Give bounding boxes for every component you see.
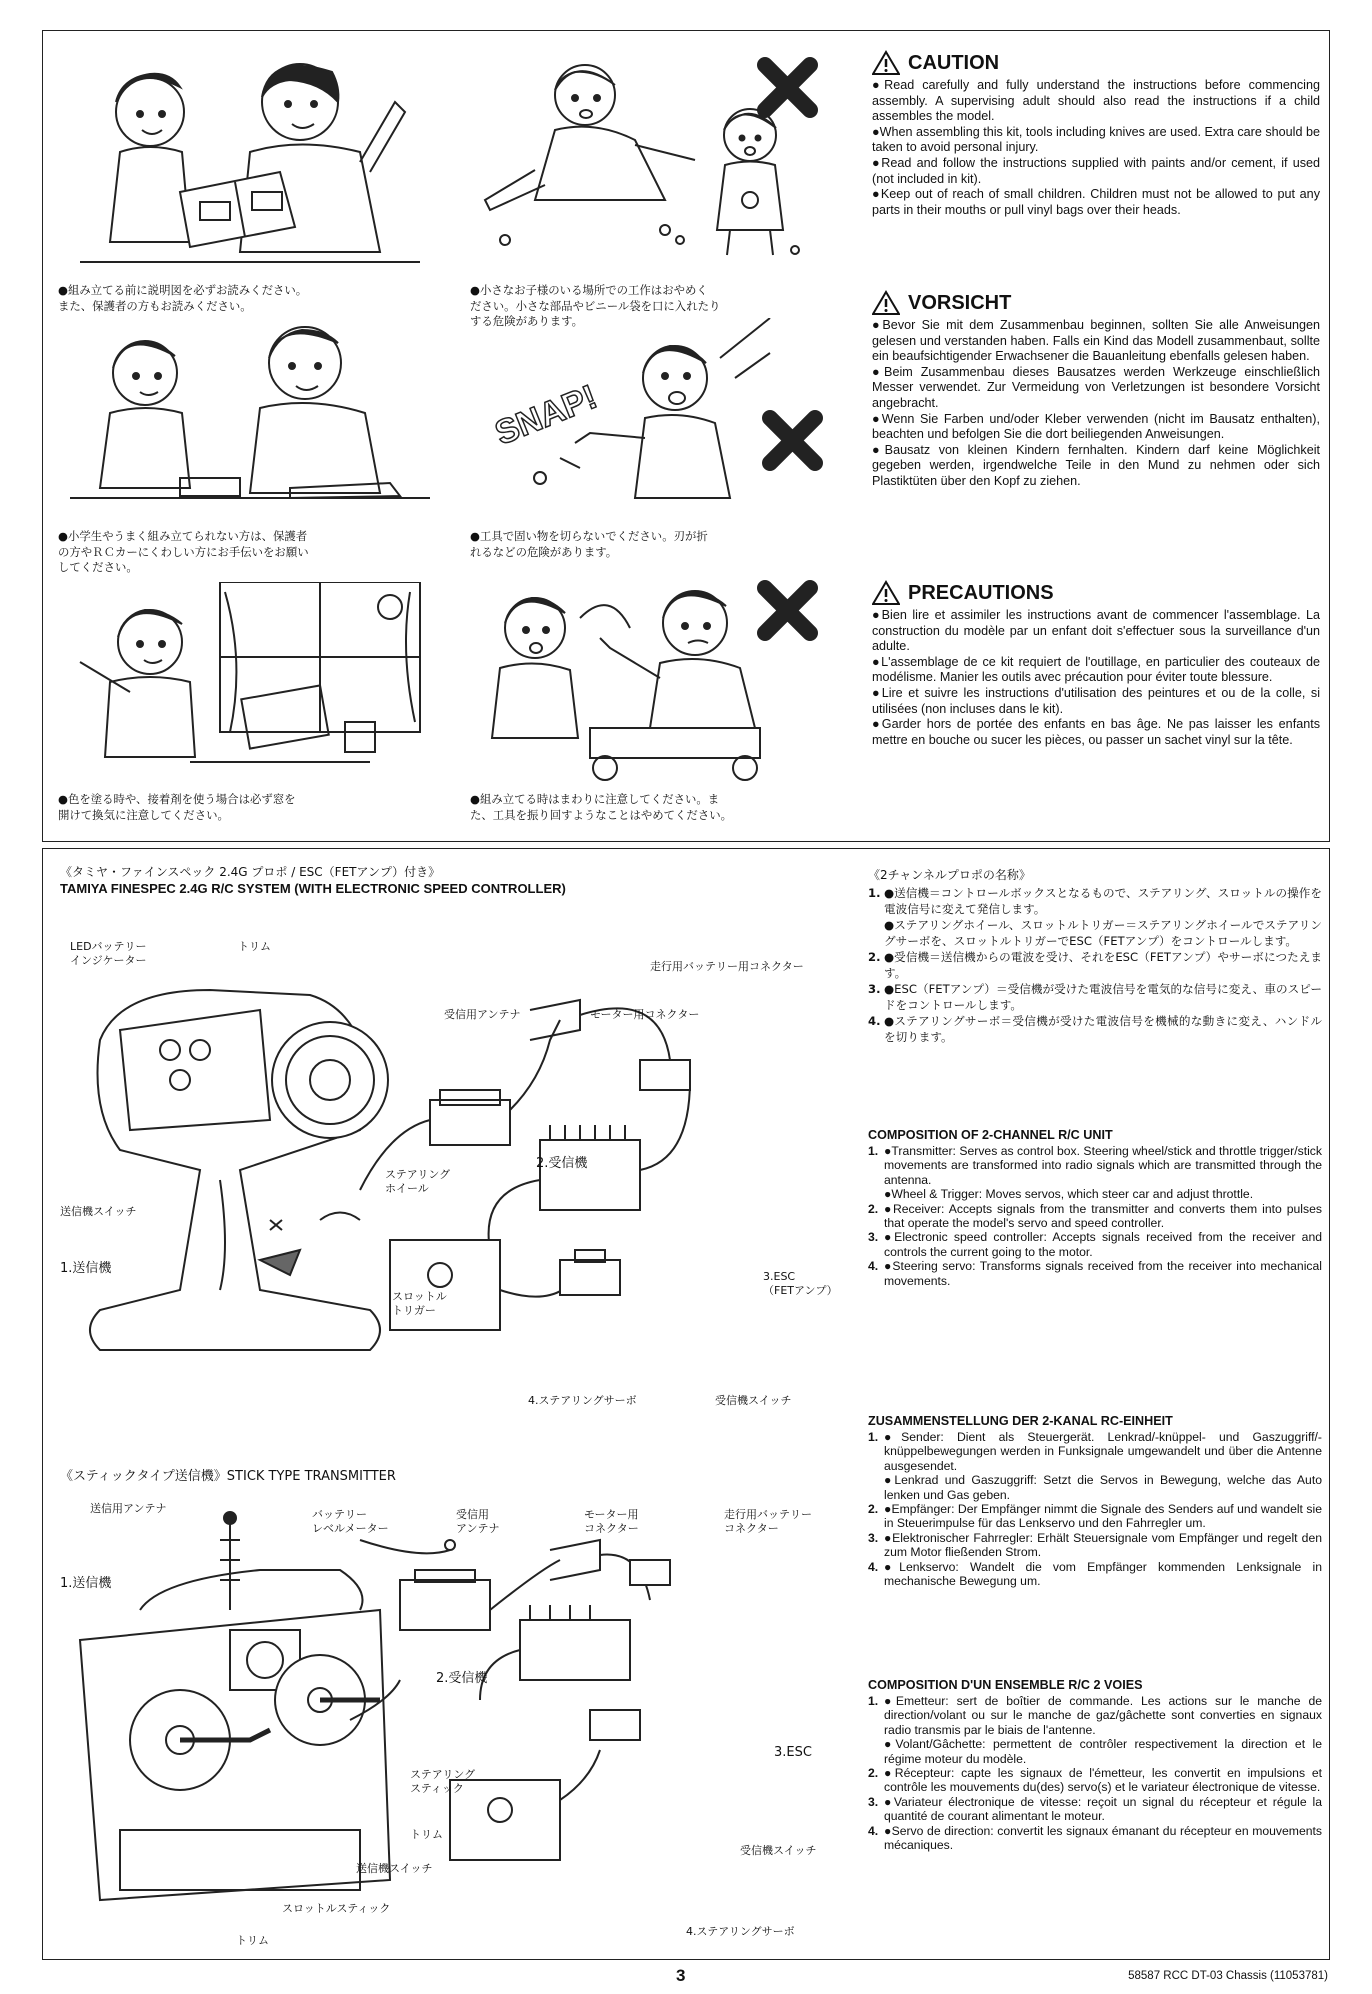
jp-names-section [868, 866, 1322, 1045]
caption-text: ●小さなお子様のいる場所での工作はおやめく ださい。小さな部品やビニール袋を口に入れたり する危険があります。 [470, 283, 721, 328]
list-item [868, 981, 1322, 1013]
illustration-ventilation [70, 582, 430, 782]
caption-text: ●組み立てる前に説明図を必ずお読みください。 また、保護者の方もお読みください。 [58, 283, 308, 313]
safety-caption-5 [58, 792, 438, 823]
safety-caption-1 [58, 283, 438, 314]
list-item [868, 1766, 1322, 1795]
item-number: 4. [868, 1559, 879, 1574]
list-item [868, 1795, 1322, 1824]
en-composition-section [868, 1128, 1322, 1288]
label-battery-level-meter: バッテリー レベルメーター [312, 1508, 389, 1535]
label-steering-wheel: ステアリング ホイール [385, 1168, 451, 1195]
caution-item: ●Read and follow the instructions supplied with paints and/or cement, if used (not included in kit). [872, 155, 1320, 186]
label-trim-1: トリム [410, 1828, 443, 1841]
item-text: ●ステアリングホイール、スロットルトリガー＝ステアリングホイールでステアリングサーボを、スロットルトリガーでESC（FETアンプ）をコントロールします。 [884, 918, 1322, 948]
item-number: 4. [868, 1259, 879, 1274]
label-drive-battery-connector: 走行用バッテリー用コネクター [650, 960, 804, 973]
label-trim: トリム [238, 940, 271, 953]
safety-caption-3 [58, 529, 438, 576]
en-composition-title: COMPOSITION OF 2-CHANNEL R/C UNIT [868, 1128, 1113, 1142]
label-receiver: 2.受信機 [536, 1156, 588, 1171]
safety-caption-6 [470, 792, 850, 823]
label-esc: 3.ESC （FETアンプ） [763, 1270, 838, 1297]
caution-item: ●Read carefully and fully understand the instructions before commencing assembly. A supervising adult should also read the instructions if a child assembles the model. [872, 78, 1320, 124]
item-number: 2. [868, 1201, 879, 1216]
list-item [868, 1259, 1322, 1288]
label-motor-connector-2: モーター用 コネクター [584, 1508, 639, 1535]
precautions-title [872, 578, 1320, 608]
label-tx-antenna: 送信用アンテナ [90, 1502, 167, 1515]
label-steering-servo-2: 4.ステアリングサーボ [686, 1925, 795, 1938]
item-text: ●Empfänger: Der Empfänger nimmt die Signale des Senders auf und wandelt sie in Steuerimpulse für das Lenkservo und den Fahrregler um. [884, 1502, 1322, 1531]
caption-text: ●小学生やうまく組み立てられない方は、保護者 の方やＲＣカーにくわしい方にお手伝いをお願い してください。 [58, 529, 309, 574]
item-number: 1. [868, 886, 881, 900]
label-transmitter-2: 1.送信機 [60, 1576, 112, 1591]
vorsicht-title [872, 288, 1320, 318]
de-composition-title: ZUSAMMENSTELLUNG DER 2-KANAL RC-EINHEIT [868, 1414, 1173, 1428]
list-item [868, 949, 1322, 981]
warning-triangle-icon [872, 50, 900, 76]
item-number: 1. [868, 1144, 879, 1158]
list-item [868, 1824, 1322, 1853]
vorsicht-block [872, 288, 1320, 490]
caution-title-text: CAUTION [908, 51, 1000, 74]
stick-system-diagram [60, 1500, 860, 1950]
illustration-swinging-tools [470, 578, 845, 783]
caution-title [872, 48, 1320, 78]
footer-code: 58587 RCC DT-03 Chassis (11053781) [1128, 1970, 1328, 1982]
list-item [868, 1531, 1322, 1560]
list-item [868, 1202, 1322, 1231]
stick-heading: 《スティックタイプ送信機》STICK TYPE TRANSMITTER [60, 1469, 396, 1484]
list-item [868, 917, 1322, 949]
caption-text: ●色を塗る時や、接着剤を使う場合は必ず窓を 開けて換気に注意してください。 [58, 792, 296, 822]
pistol-system-diagram [60, 930, 860, 1400]
precautions-item: ●Bien lire et assimiler les instructions avant de commencer l'assemblage. La construction du modèle par un enfant doit s'effectuer sous la surveillance d'un adulte. [872, 608, 1320, 654]
item-number: 4. [868, 1014, 881, 1028]
fr-composition-section [868, 1678, 1322, 1852]
vorsicht-item: ●Bausatz von kleinen Kindern fernhalten. Kindern darf keine Möglichkeit gegeben werden, irgendwelche Teile in den Mund zu nehmen oder sich Plastiktüten über den Kopf zu ziehen. [872, 442, 1320, 488]
caution-block [872, 48, 1320, 218]
snap-text: SNAP! [489, 377, 603, 453]
vorsicht-item: ●Beim Zusammenbau dieses Bausatzes werden Werkzeuge einschließlich Messer verwendet. Zur Vermeidung von Verletzungen ist besondere Vorsicht angebracht. [872, 364, 1320, 410]
item-text: ●Sender: Dient als Steuergerät. Lenkrad/-knüppel- und Gaszuggriff/- knüppelbewegungen werden in Funksignale umgewandelt und über die Antenne ausgesendet. [884, 1430, 1322, 1473]
list-item [868, 1473, 1322, 1502]
precautions-item: ●L'assemblage de ce kit requiert de l'outillage, en particulier des couteaux de modélisme. Manier les outils avec précaution pour éviter toute blessure. [872, 654, 1320, 685]
illustration-small-children [465, 50, 845, 275]
label-rx-switch-2: 受信機スイッチ [740, 1844, 817, 1857]
label-trim-2: トリム [236, 1934, 269, 1947]
precautions-body [872, 608, 1320, 748]
item-text: ●ステアリングサーボ＝受信機が受けた電波信号を機械的な動きに変え、ハンドルを切ります。 [884, 1014, 1322, 1044]
item-text: ●Emetteur: sert de boîtier de commande. Les actions sur le manche de direction/volant ou sur le manche de gaz/gâchette sont converties en signaux radio transmis par le biais de l'antenne. [884, 1694, 1322, 1737]
warning-triangle-icon [872, 290, 900, 316]
precautions-item: ●Lire et suivre les instructions d'utilisation des peintures et ou de la colle, si utilisées (non incluses dans le kit). [872, 685, 1320, 716]
item-text: ●Volant/Gâchette: permettent de contrôler respectivement la direction et le régime moteur du modèle. [884, 1737, 1322, 1766]
label-receiver-2: 2.受信機 [436, 1671, 488, 1686]
illustration-read-instructions [70, 42, 430, 272]
item-number: 3. [868, 982, 881, 996]
item-text: ●Wheel & Trigger: Moves servos, which steer car and adjust throttle. [884, 1187, 1254, 1202]
precautions-title-text: PRECAUTIONS [908, 581, 1054, 604]
label-transmitter-switch: 送信機スイッチ [60, 1205, 137, 1218]
caution-body [872, 78, 1320, 218]
item-number: 2. [868, 950, 881, 964]
item-text: ●Lenkrad und Gaszuggriff: Setzt die Servos in Bewegung, welche das Auto lenken und Gas geben. [884, 1473, 1322, 1502]
label-esc-2: 3.ESC [774, 1745, 812, 1760]
de-composition-section [868, 1414, 1322, 1588]
vorsicht-title-text: VORSICHT [908, 291, 1012, 314]
item-text: ●Lenkservo: Wandelt die vom Empfänger kommenden Lenksignale in mechanische Bewegung um. [884, 1559, 1322, 1589]
label-drive-battery-connector-2: 走行用バッテリー コネクター [724, 1508, 812, 1535]
item-text: ●Transmitter: Serves as control box. Steering wheel/stick and throttle trigger/stick movements are transformed into radio signals which are transmitted through the antenna. [884, 1144, 1322, 1187]
item-number: 1. [868, 1694, 879, 1708]
item-text: ●Récepteur: capte les signaux de l'émetteur, les convertit en impulsions et contrôle les mouvements du(des) servo(s) et le variateur électronique de vitesse. [884, 1766, 1322, 1795]
precautions-block [872, 578, 1320, 748]
fr-composition-title: COMPOSITION D'UN ENSEMBLE R/C 2 VOIES [868, 1678, 1143, 1692]
list-item [868, 1694, 1322, 1737]
list-item [868, 1144, 1322, 1187]
safety-caption-4 [470, 529, 850, 560]
item-number: 1. [868, 1430, 879, 1444]
item-number: 4. [868, 1823, 879, 1838]
label-steering-servo: 4.ステアリングサーボ [528, 1394, 637, 1407]
item-number: 3. [868, 1530, 879, 1545]
item-text: ●Steering servo: Transforms signals received from the receiver into mechanical movements. [884, 1259, 1322, 1288]
item-text: ●Elektronischer Fahrregler: Erhält Steuersignale vom Empfänger und regelt den zum Motor fließenden Strom. [884, 1530, 1322, 1560]
item-number: 2. [868, 1502, 879, 1517]
list-item [868, 1430, 1322, 1473]
list-item [868, 1502, 1322, 1531]
warning-triangle-icon [872, 580, 900, 606]
vorsicht-body [872, 318, 1320, 490]
list-item [868, 1230, 1322, 1259]
label-steering-stick: ステアリング スティック [410, 1768, 476, 1795]
vorsicht-item: ●Bevor Sie mit dem Zusammenbau beginnen, sollten Sie alle Anweisungen gelesen und verstanden haben. Falls ein Kind das Modell zusammenbaut, sollte ein beaufsichtigender Erwachsener die Bauanleitung ebenfalls gelesen haben. [872, 318, 1320, 364]
list-item [868, 1187, 1322, 1201]
label-receiver-switch: 受信機スイッチ [715, 1394, 792, 1407]
label-throttle-trigger: スロットル トリガー [392, 1290, 447, 1317]
list-item [868, 1737, 1322, 1766]
item-text: ●受信機＝送信機からの電波を受け、それをESC（FETアンプ）やサーボにつたえます。 [884, 950, 1322, 980]
item-number: 3. [868, 1230, 879, 1245]
item-text: ●Electronic speed controller: Accepts signals received from the receiver and controls the current going to the motor. [884, 1230, 1322, 1259]
caption-text: ●工具で固い物を切らないでください。刃が折 れるなどの危険があります。 [470, 529, 708, 559]
precautions-item: ●Garder hors de portée des enfants en bas âge. Ne pas laisser les enfants mettre en bouche ou sucer les pièces, ou passer un sachet vinyl sur la tête. [872, 717, 1320, 747]
vorsicht-item: ●Wenn Sie Farben und/oder Kleber verwenden (nicht im Bausatz enthalten), beachten und befolgen Sie die dort beiliegenden Anweisungen. [872, 411, 1320, 442]
list-item [868, 885, 1322, 917]
item-number: 3. [868, 1794, 879, 1809]
item-text: ●Servo de direction: convertit les signaux émanant du récepteur en mouvements mécaniques. [884, 1823, 1322, 1853]
item-text: ●ESC（FETアンプ）＝受信機が受けた電波信号を電気的な信号に変え、車のスピードをコントロールします。 [884, 982, 1322, 1012]
item-text: ●送信機＝コントロールボックスとなるもので、ステアリング、スロットルの操作を電波信号に変えて発信します。 [884, 886, 1322, 916]
item-number: 2. [868, 1766, 879, 1781]
jp-names-title: 《2チャンネルプロポの名称》 [868, 868, 1031, 882]
label-transmitter: 1.送信機 [60, 1261, 112, 1276]
system-heading-jp: 《タミヤ・ファインスペック 2.4G プロポ / ESC（FETアンプ）付き》 [60, 865, 441, 879]
item-text: ●Variateur électronique de vitesse: reçoit un signal du récepteur et régule la quantité de courant alimentant le moteur. [884, 1794, 1322, 1824]
system-heading-en: TAMIYA FINESPEC 2.4G R/C SYSTEM (WITH ELECTRONIC SPEED CONTROLLER) [60, 881, 566, 896]
label-led-indicator: LEDバッテリー インジケーター [70, 940, 147, 967]
label-throttle-stick: スロットルスティック [282, 1902, 391, 1915]
label-tx-switch-2: 送信機スイッチ [356, 1862, 433, 1875]
caption-text: ●組み立てる時はまわりに注意してください。ま た、工具を振り回すようなことはやめてください。 [470, 792, 732, 822]
caution-item: ●When assembling this kit, tools including knives are used. Extra care should be taken to avoid personal injury. [872, 124, 1320, 155]
label-receiver-antenna: 受信用アンテナ [444, 1008, 521, 1021]
item-text: ●Receiver: Accepts signals from the transmitter and converts them into pulses that operate the model's servo and speed controller. [884, 1201, 1322, 1231]
list-item [868, 1560, 1322, 1589]
illustration-adult-help [70, 318, 430, 523]
illustration-snap-tool [470, 318, 845, 523]
label-motor-connector: モーター用コネクター [590, 1008, 700, 1021]
page-number: 3 [676, 1966, 686, 1985]
caution-item: ●Keep out of reach of small children. Children must not be allowed to put any parts in their mouths or pull vinyl bags over their heads. [872, 187, 1320, 217]
label-rx-antenna: 受信用 アンテナ [456, 1508, 500, 1535]
list-item [868, 1013, 1322, 1045]
